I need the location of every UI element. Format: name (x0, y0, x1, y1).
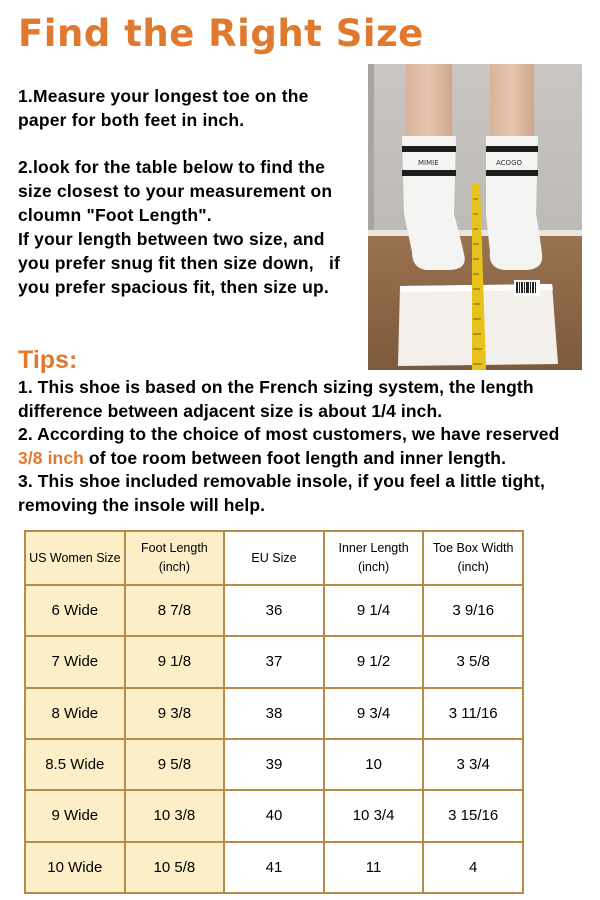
sock-left-label: MIMIE (418, 159, 439, 167)
cell-foot-length: 9 5/8 (125, 739, 225, 790)
feet-on-ruler-image (368, 64, 582, 370)
cell-toe-box-width: 3 9/16 (423, 585, 523, 636)
cell-foot-length: 8 7/8 (125, 585, 225, 636)
header-toe-box-width: Toe Box Width (inch) (423, 531, 523, 585)
cell-inner-length: 9 1/2 (324, 636, 424, 687)
cell-us-size: 8.5 Wide (25, 739, 125, 790)
tip-2-text-after: of toe room between foot length and inner length. (83, 447, 507, 468)
cell-eu-size: 37 (224, 636, 324, 687)
table-row (25, 842, 523, 893)
cell-toe-box-width: 3 3/4 (423, 739, 523, 790)
cell-toe-box-width: 3 15/16 (423, 790, 523, 841)
tips-heading: Tips: (18, 346, 78, 374)
table-row (25, 688, 523, 739)
size-chart-table (24, 530, 524, 894)
cell-foot-length: 10 3/8 (125, 790, 225, 841)
step-2: 2.look for the table below to find the size closest to your measurement on cloumn "Foot Length". (18, 157, 333, 225)
cell-foot-length: 9 1/8 (125, 636, 225, 687)
cell-eu-size: 39 (224, 739, 324, 790)
header-inner-length: Inner Length (inch) (324, 531, 424, 585)
tips-list (18, 376, 584, 517)
cell-toe-box-width: 4 (423, 842, 523, 893)
header-eu-size: EU Size (224, 531, 324, 585)
tip-3: 3. This shoe included removable insole, if you feel a little tight, removing the insole will help. (18, 471, 545, 515)
cell-us-size: 10 Wide (25, 842, 125, 893)
table-header-row (25, 531, 523, 585)
cell-inner-length: 10 3/4 (324, 790, 424, 841)
tip-2 (18, 423, 584, 470)
table-row (25, 739, 523, 790)
cell-eu-size: 40 (224, 790, 324, 841)
header-foot-length: Foot Length (inch) (125, 531, 225, 585)
table-row (25, 585, 523, 636)
table-row (25, 636, 523, 687)
header-us-women-size: US Women Size (25, 531, 125, 585)
step-1: 1.Measure your longest toe on the paper for both feet in inch. (18, 86, 309, 130)
cell-us-size: 9 Wide (25, 790, 125, 841)
table-row (25, 790, 523, 841)
cell-foot-length: 9 3/8 (125, 688, 225, 739)
cell-inner-length: 10 (324, 739, 424, 790)
foot-measurement-photo (368, 64, 582, 370)
cell-eu-size: 36 (224, 585, 324, 636)
cell-us-size: 6 Wide (25, 585, 125, 636)
cell-inner-length: 11 (324, 842, 424, 893)
cell-us-size: 7 Wide (25, 636, 125, 687)
cell-eu-size: 41 (224, 842, 324, 893)
page-title: Find the Right Size (18, 12, 424, 55)
measurement-steps (18, 84, 348, 299)
cell-eu-size: 38 (224, 688, 324, 739)
cell-toe-box-width: 3 11/16 (423, 688, 523, 739)
sock-right-label: ACOGO (496, 159, 522, 167)
cell-us-size: 8 Wide (25, 688, 125, 739)
cell-toe-box-width: 3 5/8 (423, 636, 523, 687)
cell-foot-length: 10 5/8 (125, 842, 225, 893)
cell-inner-length: 9 3/4 (324, 688, 424, 739)
step-2-note: If your length between two size, and you prefer snug fit then size down, if you prefer spacious fit, then size up. (18, 229, 341, 297)
tip-1: 1. This shoe is based on the French sizing system, the length difference between adjacent size is about 1/4 inch. (18, 377, 534, 421)
tip-2-text-before: 2. According to the choice of most customers, we have reserved (18, 424, 560, 444)
cell-inner-length: 9 1/4 (324, 585, 424, 636)
tip-2-highlight: 3/8 inch (18, 447, 84, 468)
